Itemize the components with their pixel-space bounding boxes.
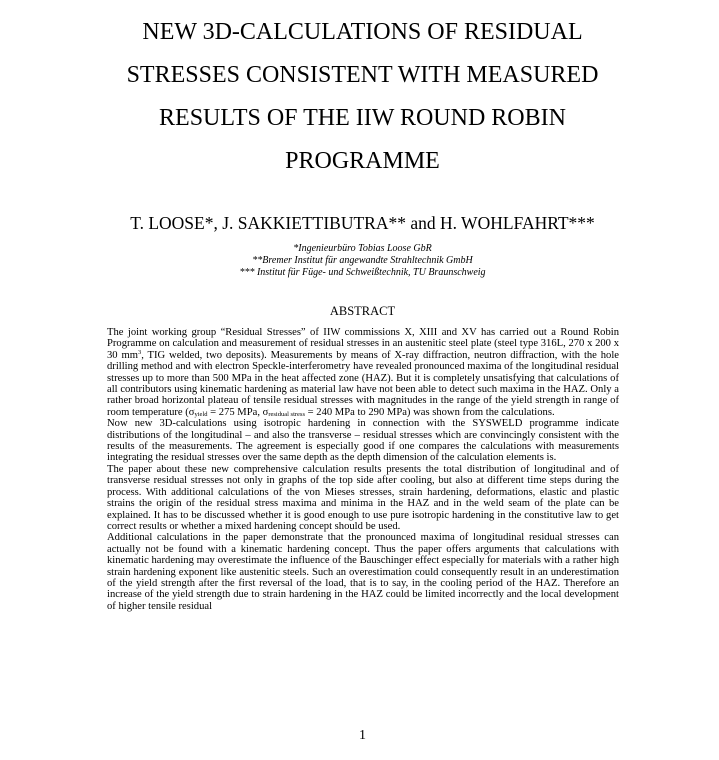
affiliation-2: **Bremer Institut für angewandte Strahltechnik GmbH bbox=[252, 255, 473, 266]
page-number: 1 bbox=[359, 728, 366, 743]
sigma-symbol-yield: σ bbox=[188, 406, 195, 418]
abstract-paragraph-1 bbox=[107, 327, 619, 418]
title-line-1: NEW 3D-CALCULATIONS OF RESIDUAL bbox=[142, 19, 583, 45]
abstract-body bbox=[107, 327, 619, 612]
abstract-heading: ABSTRACT bbox=[329, 304, 396, 318]
abstract-paragraph-2: Now new 3D-calculations using isotropic hardening in connection with the SYSWELD programme indicate distributions of the longitudinal – and also the transverse – residual stresses which are convincingly consistent with the results of the measurements. The agreement is especially good if one compares the calculations with measurements integrating the residual stresses over the same depth as the depth dimension of the calculation elements is. bbox=[107, 418, 619, 464]
abstract-p1-text-b: , TIG welded, two deposits). Measurements by means of X-ray diffraction, neutron diffraction, with the hole drilling method and with electron Speckle-interferometry have revealed pronounced maxima of the longitudinal residual stresses up to more than 500 MPa in the heat affected zone (HAZ). But it is completely unsatisfying that calculations of all contributors using kinematic hardening as material law have not been able to detect such maxima in the HAZ. Only a rather broad horizontal plateau of tensile residual stresses with magnitudes in the range of the yield strength in range of room temperature ( bbox=[107, 349, 619, 418]
abstract-p1-text-c: = 275 MPa, bbox=[207, 406, 263, 418]
abstract-paragraph-3: The paper about these new comprehensive calculation results presents the total distribution of longitudinal and of transverse residual stresses not only in graphs of the top side after cooling, but also at different time steps during the process. With additional calculations of the von Mieses stresses, strain hardening, deformations, elastic and plastic strains the origin of the residual stress maxima and minima in the HAZ and in the weld seam of the plate can be explained. It has to be discussed whether it is good enough to use pure isotropic hardening in the constitutive law to get correct results or whether a mixed hardening concept should be used. bbox=[107, 463, 619, 532]
sigma-symbol-residual: σ bbox=[262, 406, 269, 418]
abstract-paragraph-4: Additional calculations in the paper demonstrate that the pronounced maxima of longitudinal residual stresses can actually not be found with a kinematic hardening concept. Thus the paper offers arguments that calculations with kinematic hardening may overestimate the influence of the Bauschinger effect especially for materials with a rather high strain hardening exponent like austenitic steels. Such an overestimation could consequently result in an underestimation of the yield strength after the first reversal of the load, that is to say, in the cooling period of the HAZ. Therefore an increase of the yield strength due to strain hardening in the HAZ could be limited incorrectly and the local development of higher tensile residual bbox=[107, 532, 619, 612]
title-line-4: PROGRAMME bbox=[285, 148, 440, 174]
cubic-superscript: 3 bbox=[137, 348, 142, 356]
affiliation-1: *Ingenieurbüro Tobias Loose GbR bbox=[293, 243, 432, 254]
abstract-p1-text-d: = 240 MPa to 290 MPa) was shown from the calculations. bbox=[305, 406, 555, 418]
residual-stress-subscript: residual stress bbox=[268, 410, 305, 418]
title-line-3: RESULTS OF THE IIW ROUND ROBIN bbox=[159, 105, 566, 131]
abstract-p1-text-a: The joint working group “Residual Stresses” of IIW commissions X, XIII and XV has carried out a Round Robin Programme on calculation and measurement of residual stresses in an austenitic steel plate (steel type 316L, 270 x 200 x 30 mm bbox=[107, 327, 619, 361]
yield-subscript: yield bbox=[194, 410, 208, 418]
paper-title bbox=[40, 11, 685, 183]
affiliation-3: *** Institut für Füge- und Schweißtechnik, TU Braunschweig bbox=[239, 267, 486, 278]
title-line-2: STRESSES CONSISTENT WITH MEASURED bbox=[126, 62, 599, 88]
authors: T. LOOSE*, J. SAKKIETTIBUTRA** and H. WOHLFAHRT*** bbox=[130, 213, 595, 233]
